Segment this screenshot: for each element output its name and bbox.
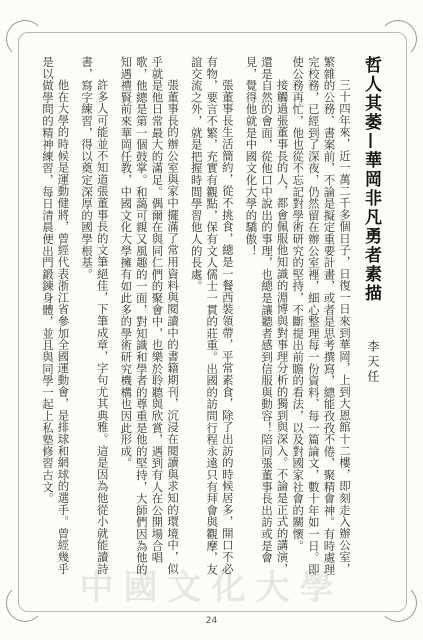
corner-ornament-top-left [6, 20, 44, 58]
paragraph-4: 張董事長的辦公室與家中擺滿了常用資料與閱讀中的書籍期刊，沉浸在閱讀與求知的環境中，似乎就是他日常最大的滿足。偶爾在與同仁們的聚會中，也樂於聆聽與欣賞，遇到有人在公開場合唱歌，他總是第一個鼓掌。和藹可親又風趣的一面，對知識和學者的尊重是他的堅持，大師們因為他的知遇禮賢前來華岡任教，中國文化大學擁有如此多的學術研究機構也因此形成。 [119, 56, 181, 576]
article-title: 哲人其萎—華岡非凡勇者素描 [361, 56, 381, 303]
page-number: 24 [205, 616, 218, 626]
article-body [40, 56, 352, 576]
paragraph-6: 他在大學的時候是運動健將，曾經代表浙江省參加全國運動會，是排球和網球的選手。曾經幾乎是以做學問的精神練習，每日清晨便出門鍛鍊身體，並且與同學一起上私塾修習古文。 [40, 56, 71, 575]
watermark-text: 中國文化大學 [79, 568, 344, 608]
corner-ornament-top-right [379, 20, 417, 58]
paragraph-2: 接觸過張董事長的人，都會佩服他知識的淵博與對事理分析的獨到與深入。不論是正式的講演，還是自然的會面，從他口中說出的事理，也總是讓聽者感到信服與動容！陪同張董事長出訪或是會見，覺得他就是中國文化大學的驕傲！ [244, 56, 290, 575]
paragraph-5: 許多人可能並不知道張董事長的文筆絕佳，下筆成章，字句尤其典雅。這是因為他從小就能讀詩書，寫字練習，得以奠定深厚的國學根基。 [80, 56, 110, 575]
article-author: 李天任 [366, 340, 380, 385]
paragraph-1: 三十四年來，近一萬二千多個日子，日復一日來到華岡，上到大恩館十二樓，即刻走入辦公室，繁雜的公務、書案前，不論是擬定重要計畫，或者是思考撰寫，總能孜孜不倦，聚精會神。有時處理完校務，已經到了深夜，仍然留在辦公室裡，細心整理每一份資料、每一篇論文，數十年如一日。即使公務再忙，他也從不忘記對學術研究的堅持，不斷提出前瞻的看法，以及對國家社會的關懷。 [291, 56, 352, 576]
paragraph-3: 張董事長生活簡約，從不挑食，總是一餐西裝領帶，平常素食，除了出訪的時候居多，開口不必有物，要言不繁，充實有觀點，保有文人儒士一貫的莊重。出國的訪問行程永遠只有拜會與觀摩，友誼交流之外，就是把握時間學習他人的長處。 [189, 56, 235, 576]
